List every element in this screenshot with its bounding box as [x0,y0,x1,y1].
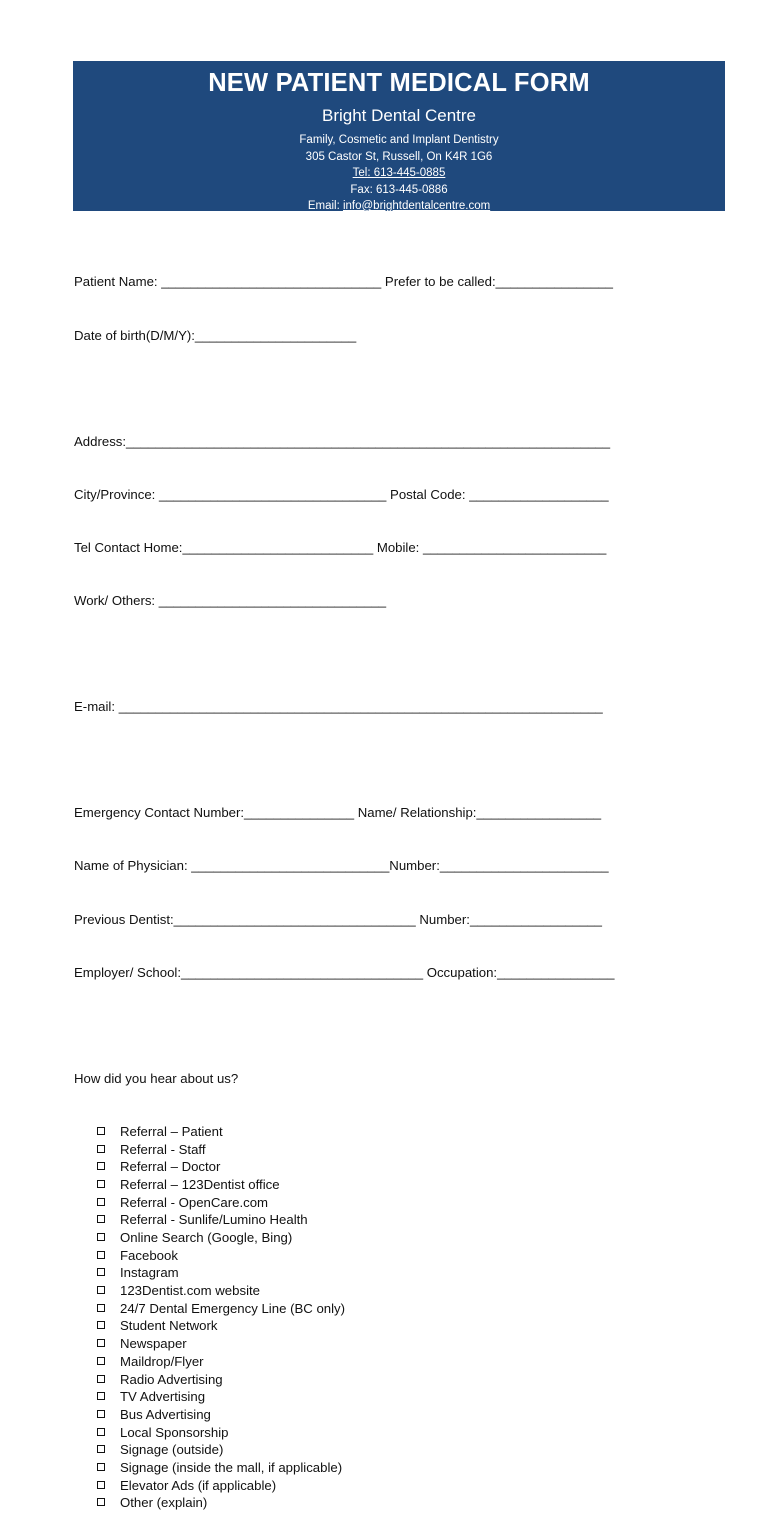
clinic-name: Bright Dental Centre [321,106,477,125]
checkbox-icon[interactable] [97,1339,105,1347]
referral-option[interactable] [74,1353,674,1371]
referral-option-label: Bus Advertising [120,1406,211,1422]
checkbox-icon[interactable] [97,1321,105,1329]
checkbox-icon[interactable] [97,1180,105,1188]
checkbox-icon[interactable] [97,1268,105,1276]
dob-field[interactable]: Date of birth(D/M/Y):______________________ [74,327,357,343]
referral-option[interactable] [74,1264,674,1282]
referral-option[interactable] [74,1211,674,1229]
referral-option[interactable] [74,1300,674,1318]
checkbox-icon[interactable] [97,1304,105,1312]
referral-option[interactable] [74,1494,674,1512]
checkbox-icon[interactable] [97,1410,105,1418]
form-header [73,61,725,211]
referral-options [74,1123,674,1512]
referral-option[interactable] [74,1123,674,1141]
patient-name-field[interactable]: Patient Name: ______________________________ Prefer to be called:________________ [74,274,613,290]
clinic-address: 305 Castor St, Russell, On K4R 1G6 [305,150,493,163]
physician-field[interactable]: Name of Physician: ___________________________Number:_______________________ [74,858,609,874]
checkbox-icon[interactable] [97,1375,105,1383]
referral-option[interactable] [74,1141,674,1159]
referral-option[interactable] [74,1158,674,1176]
referral-option-label: Newspaper [120,1336,187,1352]
referral-option[interactable] [74,1247,674,1265]
patient-form [74,238,674,1530]
referral-option[interactable] [74,1176,674,1194]
referral-option-label: Referral – Patient [120,1123,223,1139]
checkbox-icon[interactable] [97,1463,105,1471]
referral-option-label: Signage (inside the mall, if applicable) [120,1459,343,1475]
checkbox-icon[interactable] [97,1145,105,1153]
phone-field[interactable]: Tel Contact Home:__________________________ Mobile: _________________________ [74,539,607,555]
checkbox-icon[interactable] [97,1357,105,1365]
referral-option[interactable] [74,1335,674,1353]
referral-option-label: Online Search (Google, Bing) [120,1230,293,1246]
checkbox-icon[interactable] [97,1428,105,1436]
checkbox-icon[interactable] [97,1127,105,1135]
referral-option-label: Referral - Staff [120,1141,206,1157]
referral-option[interactable] [74,1317,674,1335]
referral-option-label: Radio Advertising [120,1371,223,1387]
referral-option[interactable] [74,1441,674,1459]
referral-option[interactable] [74,1388,674,1406]
referral-option[interactable] [74,1194,674,1212]
clinic-phone-link[interactable]: Tel: 613-445-0885 [352,167,446,179]
city-postal-field[interactable]: City/Province: _______________________________ Postal Code: ___________________ [74,486,609,502]
referral-option[interactable] [74,1459,674,1477]
referral-option-label: Signage (outside) [120,1442,224,1458]
address-field[interactable]: Address:__________________________________________________________________ [74,433,611,449]
previous-dentist-field[interactable]: Previous Dentist:_________________________________ Number:__________________ [74,911,602,927]
work-field[interactable]: Work/ Others: _______________________________ [74,592,387,608]
referral-option-label: Referral - Sunlife/Lumino Health [120,1212,308,1228]
referral-option-label: Referral - OpenCare.com [120,1194,269,1210]
referral-option[interactable] [74,1406,674,1424]
employer-field[interactable]: Employer/ School:_________________________________ Occupation:________________ [74,964,615,980]
referral-option-label: Referral – 123Dentist office [120,1176,280,1192]
checkbox-icon[interactable] [97,1286,105,1294]
referral-option-label: Instagram [120,1265,179,1281]
email-label: Email: [307,200,343,212]
referral-option-label: Facebook [120,1247,178,1263]
referral-option[interactable] [74,1371,674,1389]
checkbox-icon[interactable] [97,1498,105,1506]
emergency-contact-field[interactable]: Emergency Contact Number:_______________ Name/ Relationship:_________________ [74,805,602,821]
referral-option[interactable] [74,1282,674,1300]
checkbox-icon[interactable] [97,1215,105,1223]
referral-question: How did you hear about us? [74,1070,239,1086]
checkbox-icon[interactable] [97,1392,105,1400]
referral-option-label: Student Network [120,1318,218,1334]
referral-option-label: Referral – Doctor [120,1159,221,1175]
clinic-fax: Fax: 613-445-0886 [350,183,448,196]
referral-option-label: Maildrop/Flyer [120,1353,204,1369]
clinic-tagline: Family, Cosmetic and Implant Dentistry [299,134,499,146]
checkbox-icon[interactable] [97,1251,105,1259]
checkbox-icon[interactable] [97,1198,105,1206]
checkbox-icon[interactable] [97,1481,105,1489]
checkbox-icon[interactable] [97,1162,105,1170]
referral-option-label: 123Dentist.com website [120,1283,261,1299]
referral-option-label: TV Advertising [120,1389,206,1405]
referral-option-label: Other (explain) [120,1495,208,1511]
referral-option[interactable] [74,1424,674,1442]
email-field[interactable]: E-mail: __________________________________________________________________ [74,699,603,715]
referral-option-label: Elevator Ads (if applicable) [120,1477,277,1493]
clinic-email-link[interactable]: info@brightdentalcentre.com [342,200,491,212]
checkbox-icon[interactable] [97,1233,105,1241]
referral-option-label: 24/7 Dental Emergency Line (BC only) [120,1300,346,1316]
referral-option[interactable] [74,1477,674,1495]
form-title: NEW PATIENT MEDICAL FORM [208,69,590,97]
referral-option-label: Local Sponsorship [120,1424,229,1440]
checkbox-icon[interactable] [97,1445,105,1453]
referral-option[interactable] [74,1229,674,1247]
